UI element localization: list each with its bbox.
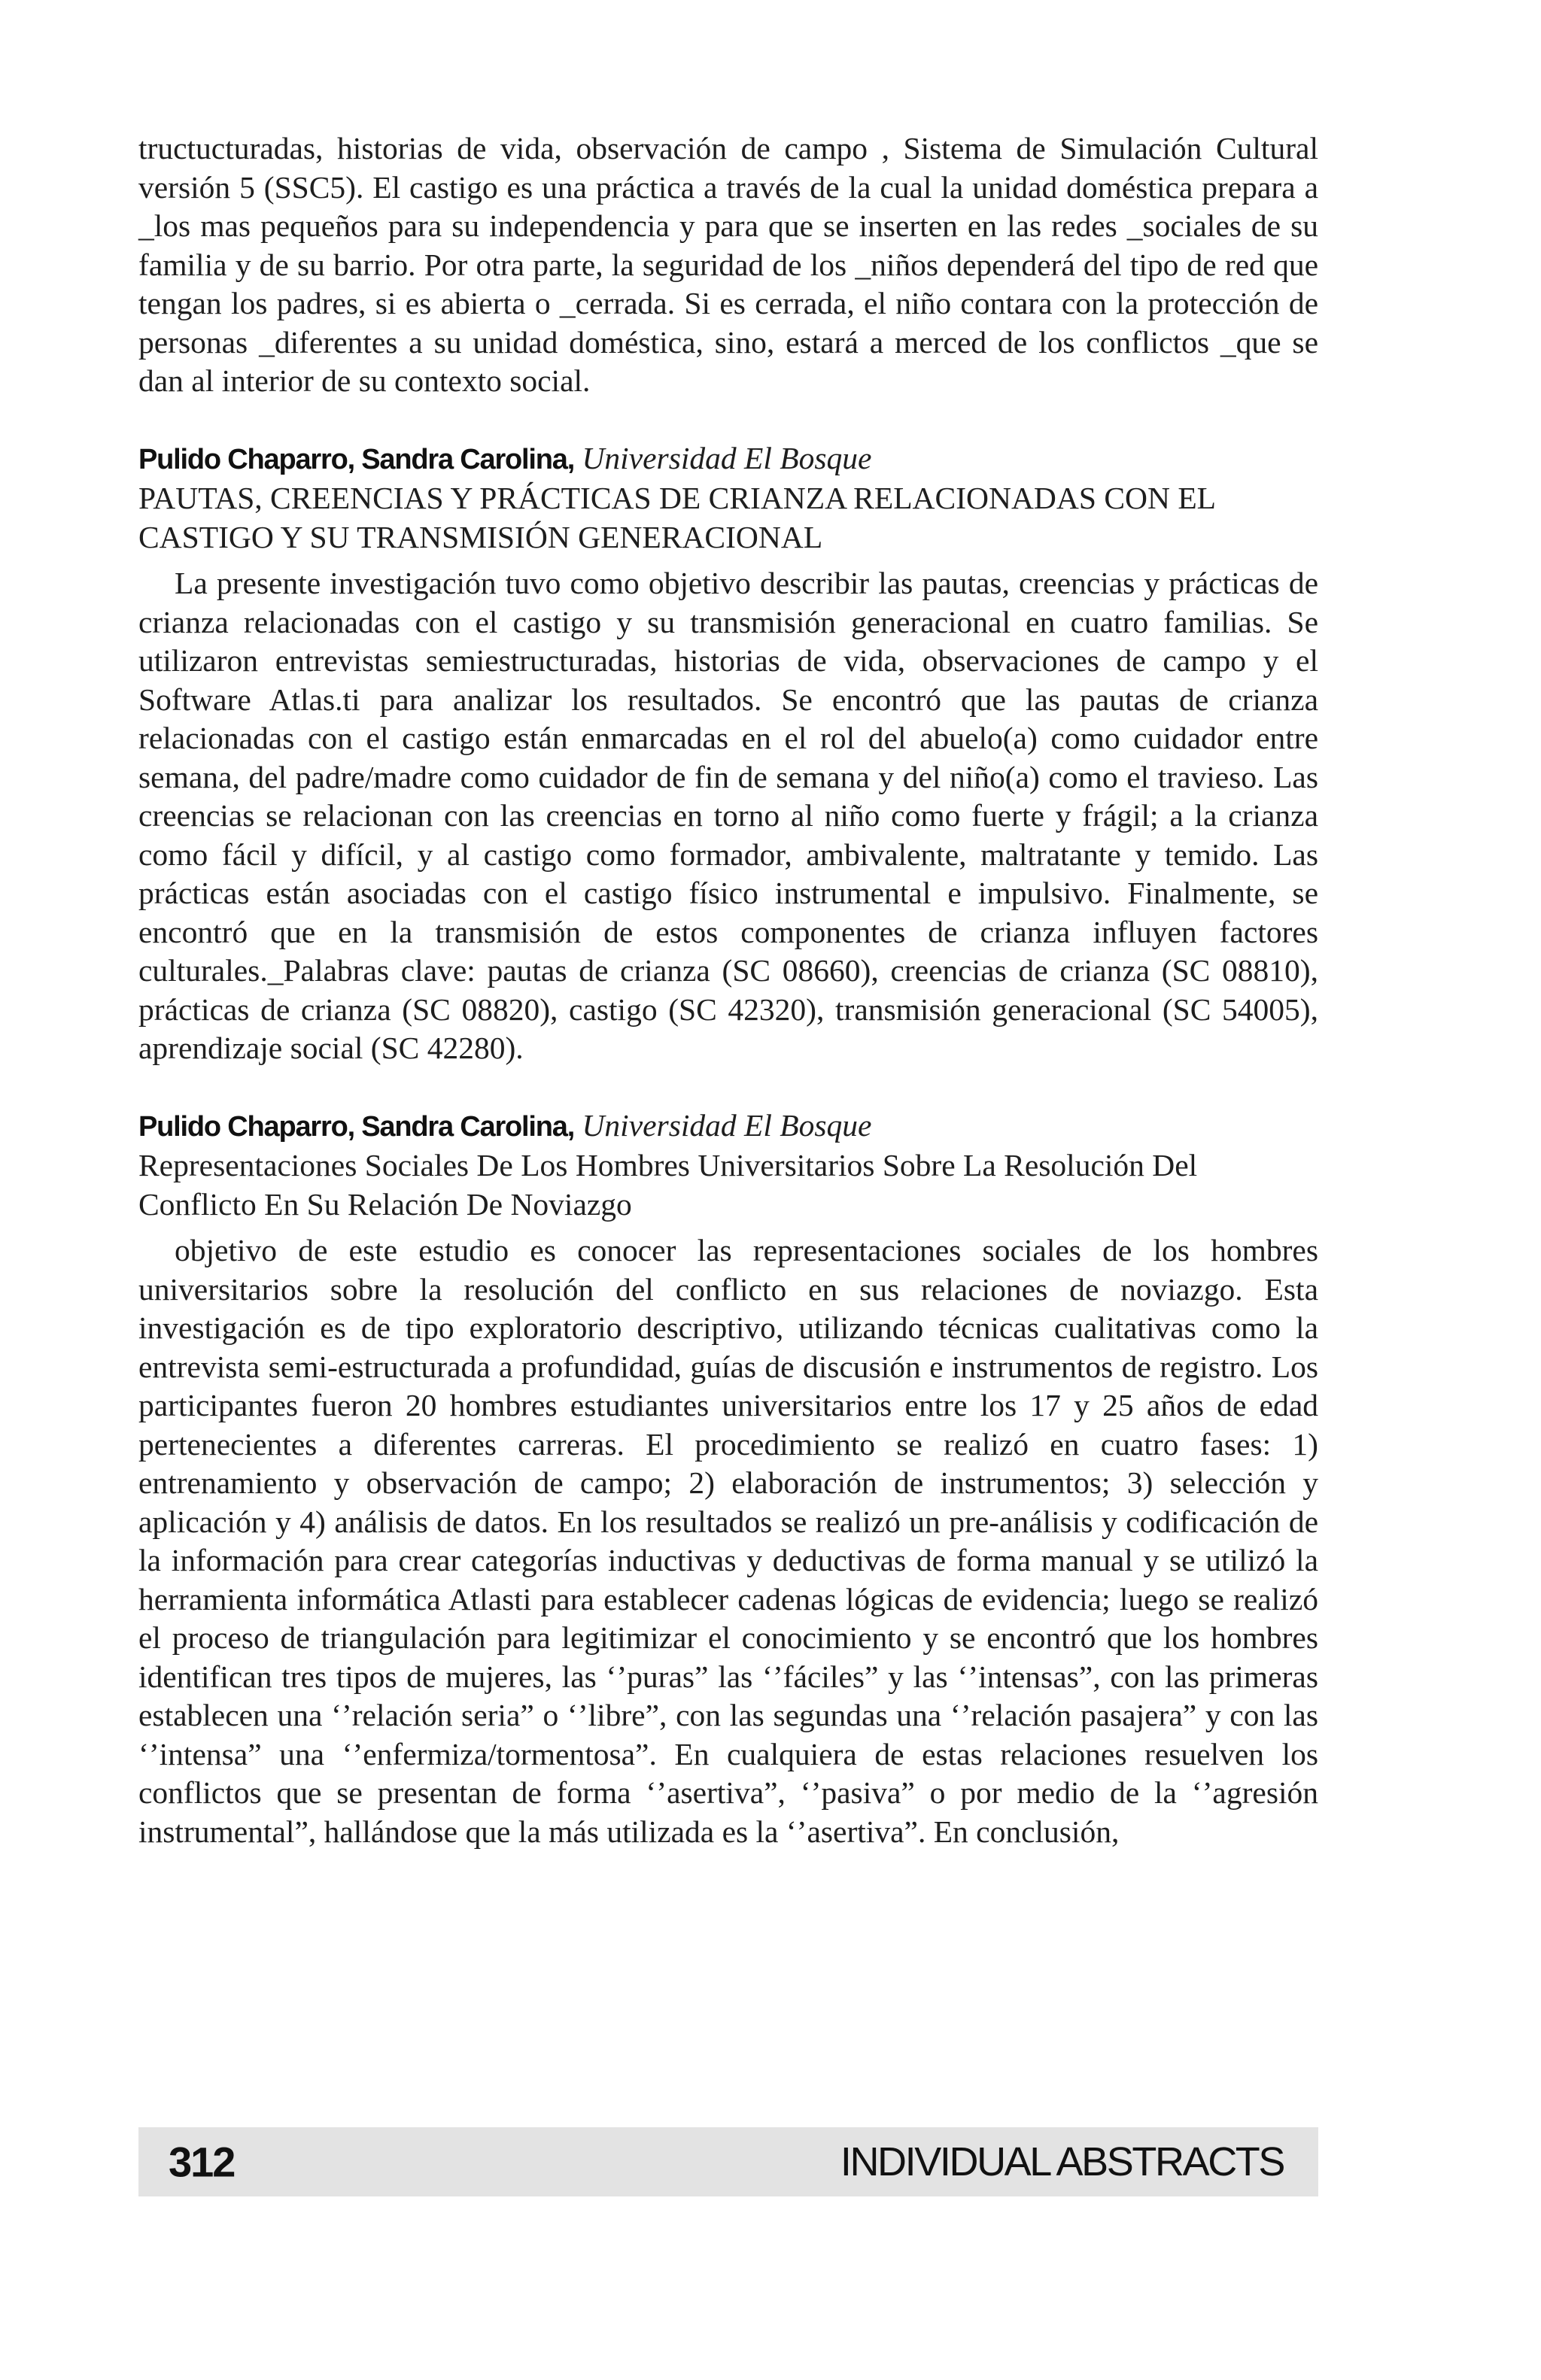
abstract-entry-2 — [138, 1107, 1318, 1852]
page-number: 312 — [169, 2138, 235, 2186]
entry-1-abstract: La presente investigación tuvo como objetivo describir las pautas, creencias y prácticas de crianza relacionadas con el castigo y su transmisión generacional en cuatro familias. Se utilizaron entrevistas semiestructuradas, historias de vida, observaciones de campo y el Software Atlas.ti para analizar los resultados. Se encontró que las pautas de crianza relacionadas con el castigo están enmarcadas en el rol del abuelo(a) como cuidador entre semana, del padre/madre como cuidador de fin de semana y del niño(a) como el travieso. Las creencias se relacionan con las creencias en torno al niño como fuerte y frágil; a la crianza como fácil y difícil, y al castigo como formador, ambivalente, maltratante y temido. Las prácticas están asociadas con el castigo físico instrumental e impulsivo. Finalmente, se encontró que en la transmisión de estos componentes de crianza influyen factores culturales._Palabras clave: pautas de crianza (SC 08660), creencias de crianza (SC 08810), prácticas de crianza (SC 08820), castigo (SC 42320), transmisión generacional (SC 54005), aprendizaje social (SC 42280). — [138, 566, 1318, 1065]
section-label: INDIVIDUAL ABSTRACTS — [840, 2139, 1284, 2184]
page-footer — [138, 2127, 1318, 2196]
entry-1-affiliation: Universidad El Bosque — [582, 440, 872, 475]
continued-abstract-text: tructucturadas, historias de vida, observación de campo , Sistema de Simulación Cultural versión 5 (SSC5). El castigo es una práctica a través de la cual la unidad doméstica prepara a _los mas pequeños para su independencia y para que se inserten en las redes _sociales de su familia y de su barrio. Por otra parte, la seguridad de los _niños dependerá del tipo de red que tengan los padres, si es abierta o _cerrada. Si es cerrada, el niño contara con la protección de personas _diferentes a su unidad doméstica, sino, estará a merced de los conflictos _que se dan al interior de su contexto social. — [138, 131, 1318, 398]
page-content — [138, 129, 1318, 1851]
entry-1-author: Pulido Chaparro, Sandra Carolina, — [138, 443, 575, 475]
entry-2-title: Representaciones Sociales De Los Hombres Universitarios Sobre La Resolución Del Conflicto En Su Relación De Noviazgo — [138, 1148, 1198, 1222]
entry-2-byline — [138, 1107, 1318, 1147]
abstract-entry-1 — [138, 439, 1318, 1068]
entry-1-title: PAUTAS, CREENCIAS Y PRÁCTICAS DE CRIANZA RELACIONADAS CON EL CASTIGO Y SU TRANSMISIÓN GENERACIONAL — [138, 481, 1215, 554]
entry-2-abstract: objetivo de este estudio es conocer las representaciones sociales de los hombres universitarios sobre la resolución del conflicto en sus relaciones de noviazgo. Esta investigación es de tipo exploratorio descriptivo, utilizando técnicas cualitativas como la entrevista semi-estructurada a profundidad, guías de discusión e instrumentos de registro. Los participantes fueron 20 hombres estudiantes universitarios entre los 17 y 25 años de edad pertenecientes a diferentes carreras. El procedimiento se realizó en cuatro fases: 1) entrenamiento y observación de campo; 2) elaboración de instrumentos; 3) selección y aplicación y 4) análisis de datos. En los resultados se realizó un pre-análisis y codificación de la información para crear categorías inductivas y deductivas de forma manual y se utilizó la herramienta informática Atlasti para establecer cadenas lógicas de evidencia; luego se realizó el proceso de triangulación para legitimizar el conocimiento y se encontró que los hombres identifican tres tipos de mujeres, las ‘’puras” las ‘’fáciles” y las ‘’intensas”, con las primeras establecen una ‘’relación seria” o ‘’libre”, con las segundas una ‘’relación pasajera” y con las ‘’intensa” una ‘’enfermiza/tormentosa”. En cualquiera de estas relaciones resuelven los conflictos que se presentan de forma ‘’asertiva”, ‘’pasiva” o por medio de la ‘’agresión instrumental”, hallándose que la más utilizada es la ‘’asertiva”. En conclusión, — [138, 1233, 1318, 1849]
entry-1-byline — [138, 439, 1318, 480]
entry-2-author: Pulido Chaparro, Sandra Carolina, — [138, 1110, 575, 1143]
entry-2-affiliation: Universidad El Bosque — [582, 1107, 872, 1143]
